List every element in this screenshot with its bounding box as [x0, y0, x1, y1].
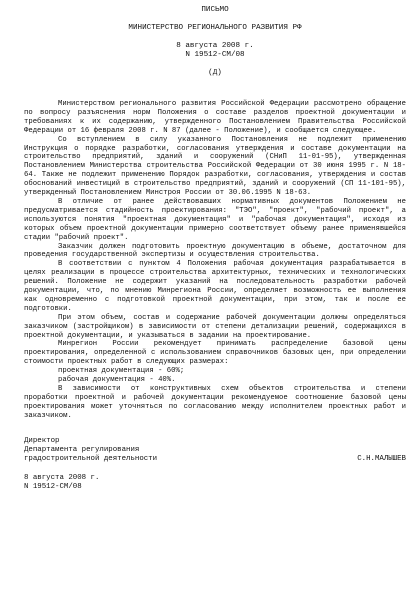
- list-item: рабочая документация - 40%.: [58, 376, 176, 385]
- paragraph: Со вступлением в силу указанного Постановления не подлежит применению Инструкция о порядке разработки, согласования утверждения и составе документации на строительство предприятий, зданий и сооружений (СНиП 11-01-95), утвержденная Постановлением Министерства строительства Российской Федерации от 30 июня 1995 г. N 18-64. Также не подлежит применению Порядок разработки, согласования, утверждения и состав обоснований инвестиций в строительство предприятий, зданий и сооружений (СП 11-101-95), утвержденный Постановлением Минстроя России от 30.06.1995 N 18-63.: [24, 135, 406, 198]
- paragraph: При этом объем, состав и содержание рабочей документации должны определяться заказчиком (застройщиком) в зависимости от степени детализации решений, содержащихся в проектной документации, и указываться в задании на проектирование.: [24, 313, 406, 340]
- letter-date: 8 августа 2008 г.: [176, 42, 254, 50]
- signatory-title-line: Директор: [24, 436, 60, 445]
- paragraph: В отличие от ранее действовавших нормативных документов Положением не предусматривается стадийность проектирования: "ТЭО", "проект", "рабочий проект", а используются понятия "проектная документация" и "рабочая документация", исходя из которых объем проектной документации примерно соответствует объему ранее применявшейся стадии "рабочий проект".: [24, 197, 406, 242]
- letter-header: [24, 6, 406, 78]
- ministry-name: МИНИСТЕРСТВО РЕГИОНАЛЬНОГО РАЗВИТИЯ РФ: [128, 24, 302, 32]
- paragraph: В соответствии с пунктом 4 Положения рабочая документация разрабатывается в целях реализации в процессе строительства архитектурных, технических и технологических решений. Положение не содержит указаний на последовательность разработки рабочей документации, что, по мнению Минрегиона России, определяет возможность ее выполнения как одновременно с подготовкой проектной документации, при этом, так и после ее подготовки.: [24, 260, 406, 313]
- paragraph: Министерством регионального развития Российской Федерации рассмотрено обращение по вопросу разъяснения норм Положения о составе разделов проектной документации и требованиях к их содержанию, утвержденного Постановлением Правительства Российской Федерации от 16 февраля 2008 г. N 87 (далее - Положение), и сообщается следующее.: [24, 100, 406, 135]
- letter-number: N 19512-СМ/08: [185, 51, 245, 59]
- document-type: ПИСЬМО: [201, 6, 229, 14]
- list-item: проектная документация - 60%;: [58, 367, 185, 376]
- signature-block: [24, 437, 406, 464]
- letter-mark: (Д): [208, 69, 222, 77]
- paragraph: Минрегион России рекомендует принимать распределение базовой цены проектирования, определенной с использованием справочников базовых цен, при определении стоимости проектных работ в следующих размерах:: [24, 340, 406, 367]
- signatory-title-line: Департамента регулирования: [24, 445, 140, 454]
- paragraph: Заказчик должен подготовить проектную документацию в объеме, достаточном для проведения государственной экспертизы и осуществления строительства.: [24, 242, 406, 260]
- footer-date: 8 августа 2008 г.: [24, 473, 100, 482]
- letter-footer: [24, 474, 406, 492]
- signatory-title-line: градостроительной деятельности: [24, 454, 158, 463]
- paragraph: В зависимости от конструктивных схем объектов строительства и степени проработки проектной и рабочей документации рекомендуемое соотношение базовой цены проектирования может уточняться по согласованию между исполнителем проектных работ и заказчиком.: [24, 385, 406, 420]
- signatory-name: С.Н.МАЛЫШЕВ: [357, 454, 406, 463]
- footer-number: N 19512-СМ/08: [24, 482, 82, 491]
- letter-body: [24, 100, 406, 421]
